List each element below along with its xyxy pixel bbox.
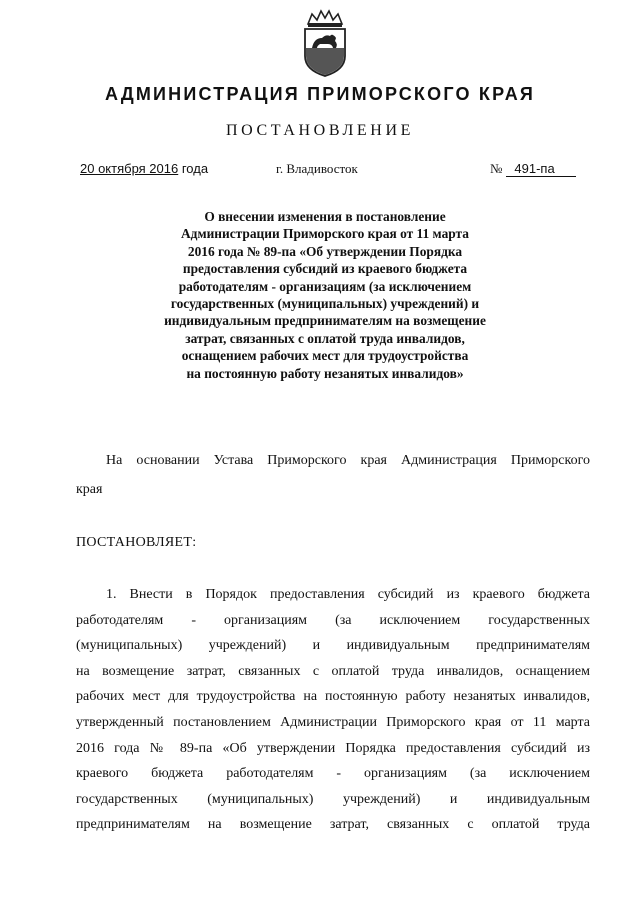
organization-name: АДМИНИСТРАЦИЯ ПРИМОРСКОГО КРАЯ xyxy=(104,84,536,104)
basis-line: края xyxy=(76,482,103,497)
paragraph-line: работодателям - организациям (за исключением государственных xyxy=(76,612,590,628)
document-date-suffix: года xyxy=(178,161,209,176)
title-line: индивидуальным предпринимателям на возмещение xyxy=(164,313,486,329)
document-type: ПОСТАНОВЛЕНИЕ xyxy=(226,122,414,139)
title-line: О внесении изменения в постановление xyxy=(204,209,446,224)
coat-of-arms-icon xyxy=(300,8,350,78)
paragraph-line: 2016 года № 89-па «Об утверждении Порядка предоставления субсидий из xyxy=(76,740,590,756)
number-value: 491-па xyxy=(506,161,576,177)
paragraph-line: утвержденный постановлением Администрации Приморского края от 11 марта xyxy=(76,714,590,730)
paragraph-line: рабочих мест для трудоустройства на постоянную работу незанятых инвалидов, xyxy=(76,689,590,705)
decree-heading: ПОСТАНОВЛЯЕТ: xyxy=(76,535,197,550)
paragraph-line: на возмещение затрат, связанных с оплатой труда инвалидов, оснащением xyxy=(76,663,590,679)
paragraph-line: (муниципальных) учреждений) и индивидуальным предпринимателям xyxy=(76,638,590,654)
number-label: № xyxy=(490,161,503,176)
paragraph-line: краевого бюджета работодателям - организациям (за исключением xyxy=(76,766,590,782)
title-line: на постоянную работу незанятых инвалидов» xyxy=(186,365,464,381)
document-title xyxy=(140,208,510,382)
document-date-value: 20 октября 2016 xyxy=(80,161,179,176)
title-line: работодателям - организациям (за исключением xyxy=(178,278,472,294)
basis-line: На основании Устава Приморского края Администрация Приморского xyxy=(106,453,590,468)
paragraph-1 xyxy=(76,582,590,838)
paragraph-line: предпринимателям на возмещение затрат, связанных с оплатой труда xyxy=(76,817,590,833)
paragraph-line: 1. Внести в Порядок предоставления субсидий из краевого бюджета xyxy=(106,587,590,602)
title-line: 2016 года № 89-па «Об утверждении Порядка xyxy=(187,243,463,259)
document-number xyxy=(490,161,576,177)
document-date xyxy=(80,161,208,176)
document-city: г. Владивосток xyxy=(276,161,358,176)
title-line: оснащением рабочих мест для трудоустройства xyxy=(181,348,469,364)
title-line: затрат, связанных с оплатой труда инвалидов, xyxy=(185,330,465,346)
title-line: государственных (муниципальных) учреждений) и xyxy=(170,296,480,312)
paragraph-line: государственных (муниципальных) учреждений) и индивидуальным xyxy=(76,791,590,807)
legal-basis-paragraph xyxy=(76,446,590,504)
title-line: предоставления субсидий из краевого бюджета xyxy=(182,261,468,277)
title-line: Администрации Приморского края от 11 марта xyxy=(181,226,469,242)
